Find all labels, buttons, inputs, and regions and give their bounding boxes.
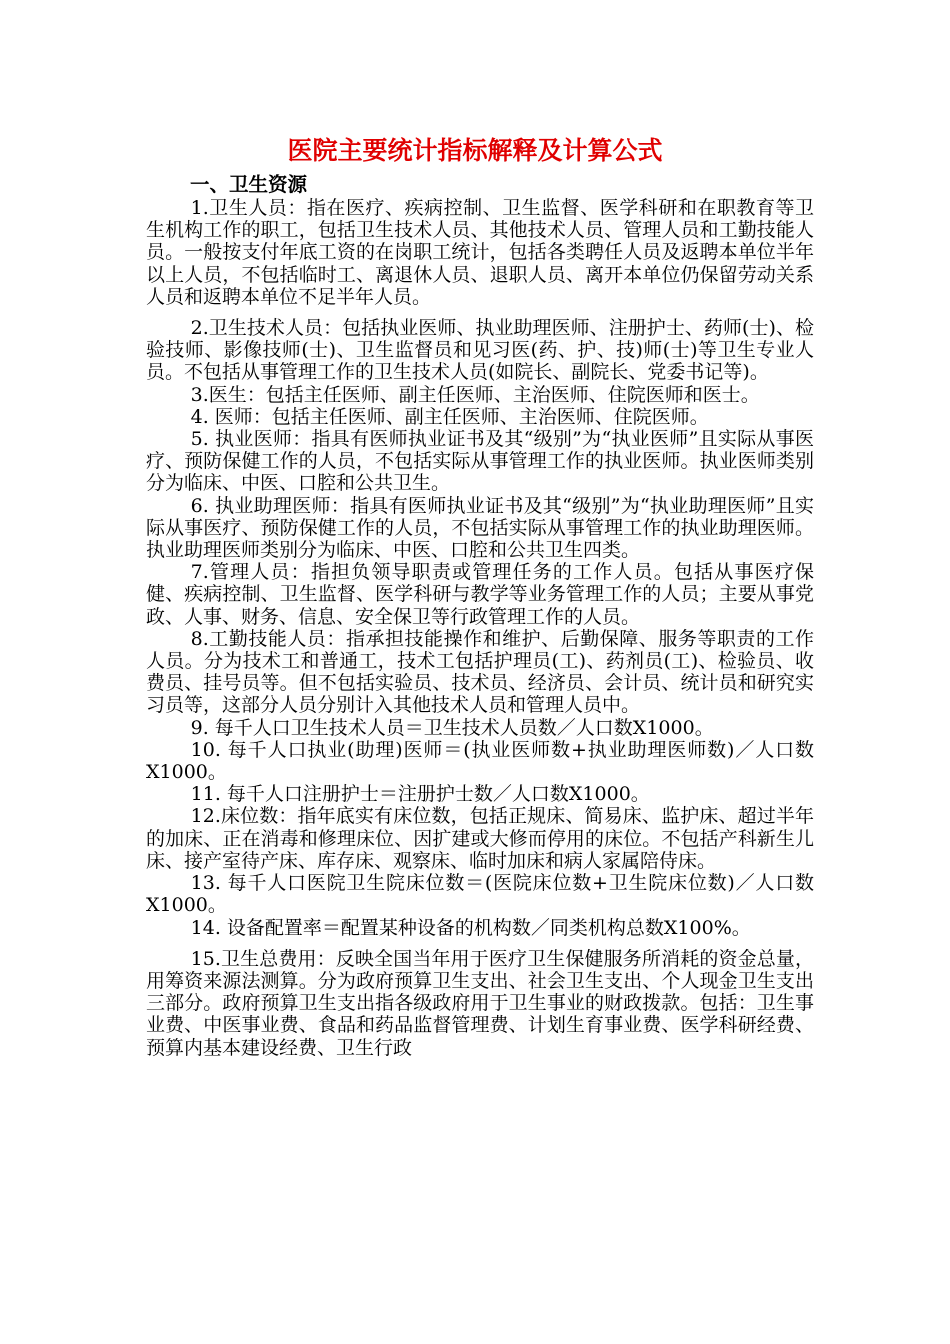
paragraph-11: 11. 每千人口注册护士＝注册护士数／人口数X1000。	[190, 783, 650, 806]
paragraph-14: 14. 设备配置率＝配置某种设备的机构数／同类机构总数X100%。	[190, 916, 751, 939]
document-body	[146, 197, 814, 1059]
paragraph-9: 9. 每千人口卫生技术人员＝卫生技术人员数／人口数X1000。	[190, 716, 714, 739]
paragraph-7: 7.管理人员：指担负领导职责或管理任务的工作人员。包括从事医疗保健、疾病控制、卫生监督、医学科研与教学等业务管理工作的人员；主要从事党政、人事、财务、信息、安全保卫等行政管理工作的人员。	[146, 561, 814, 628]
paragraph-4: 4. 医师：包括主任医师、副主任医师、主治医师、住院医师。	[190, 405, 709, 428]
paragraph-1: 1.卫生人员：指在医疗、疾病控制、卫生监督、医学科研和在职教育等卫生机构工作的职工，包括卫生技术人员、其他技术人员、管理人员和工勤技能人员。一般按支付年底工资的在岗职工统计，包括各类聘任人员及返聘本单位半年以上人员，不包括临时工、离退休人员、退职人员、离开本单位仍保留劳动关系人员和返聘本单位不足半年人员。	[146, 197, 814, 308]
paragraph-6: 6. 执业助理医师：指具有医师执业证书及其“级别”为“执业助理医师”且实际从事医疗、预防保健工作的人员，不包括实际从事管理工作的执业助理医师。执业助理医师类别分为临床、中医、口腔和公共卫生四类。	[146, 494, 814, 562]
document-title: 医院主要统计指标解释及计算公式	[287, 136, 663, 165]
paragraph-3: 3.医生：包括主任医师、副主任医师、主治医师、住院医师和医士。	[190, 383, 760, 406]
section-heading: 一、卫生资源	[190, 173, 308, 196]
paragraph-10: 10. 每千人口执业(助理)医师＝(执业医师数+执业助理医师数)／人口数X1000。	[146, 738, 814, 784]
paragraph-13: 13. 每千人口医院卫生院床位数＝(医院床位数+卫生院床位数)／人口数X1000。	[146, 872, 814, 917]
paragraph-2: 2.卫生技术人员：包括执业医师、执业助理医师、注册护士、药师(士)、检验技师、影像技师(士)、卫生监督员和见习医(药、护、技)师(士)等卫生专业人员。不包括从事管理工作的卫生技术人员(如院长、副院长、党委书记等)。	[146, 317, 814, 384]
paragraph-12: 12.床位数：指年底实有床位数，包括正规床、简易床、监护床、超过半年的加床、正在消毒和修理床位、因扩建或大修而停用的床位。不包括产科新生儿床、接产室待产床、库存床、观察床、临时加床和病人家属陪侍床。	[146, 805, 814, 872]
paragraph-5: 5. 执业医师：指具有医师执业证书及其“级别”为“执业医师”且实际从事医疗、预防保健工作的人员，不包括实际从事管理工作的执业医师。执业医师类别分为临床、中医、口腔和公共卫生。	[146, 428, 814, 495]
paragraph-8: 8.工勤技能人员：指承担技能操作和维护、后勤保障、服务等职责的工作人员。分为技术工和普通工，技术工包括护理员(工)、药剂员(工)、检验员、收费员、挂号员等。但不包括实验员、技术员、经济员、会计员、统计员和研究实习员等，这部分人员分别计入其他技术人员和管理人员中。	[146, 627, 814, 717]
paragraph-15: 15.卫生总费用：反映全国当年用于医疗卫生保健服务所消耗的资金总量，用筹资来源法测算。分为政府预算卫生支出、社会卫生支出、个人现金卫生支出三部分。政府预算卫生支出指各级政府用于卫生事业的财政拨款。包括：卫生事业费、中医事业费、食品和药品监督管理费、计划生育事业费、医学科研经费、预算内基本建设经费、卫生行政	[146, 947, 814, 1059]
